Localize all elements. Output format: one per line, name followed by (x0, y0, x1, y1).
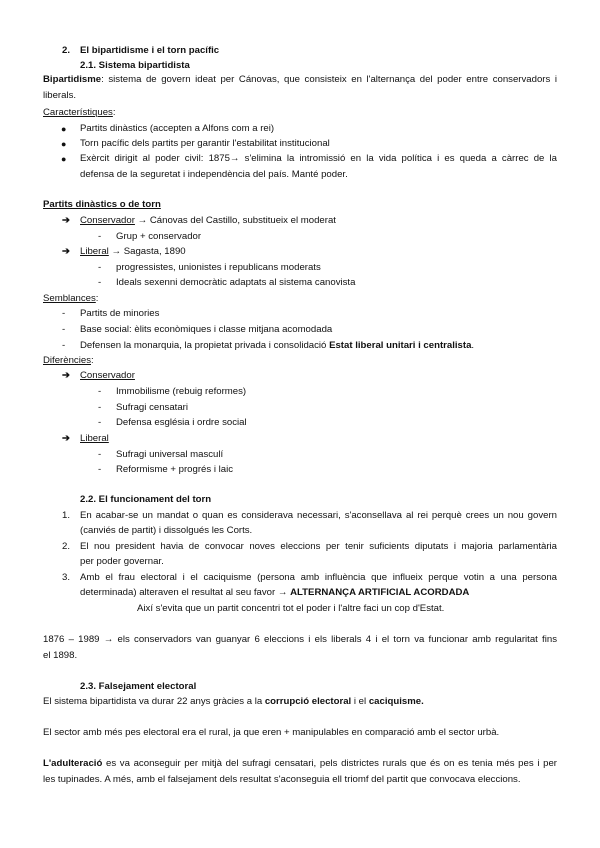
subsection-title: 2.2. El funcionament del torn (80, 494, 212, 505)
bipartidisme-definition-cont: liberals. (43, 90, 77, 101)
list-item: Defensen la monarquia, la propietat privada i consolidació Estat liberal unitari i centralista. (80, 340, 475, 351)
diferencies-liberal: Liberal (80, 433, 109, 444)
subsection-title: 2.1. Sistema bipartidista (80, 60, 190, 71)
dash-icon: - (98, 262, 102, 273)
sub-list-item: Defensa església i ordre social (116, 417, 247, 428)
list-number: 3. (62, 572, 71, 583)
arrow-right-icon: ➔ (62, 433, 71, 444)
term-adulteracio: L'adulteració (43, 758, 103, 769)
numbered-item-cont: per poder governar. (80, 556, 164, 567)
liberal-line: Liberal → Sagasta, 1890 (80, 246, 186, 257)
dash-icon: - (98, 231, 102, 242)
dash-icon: - (62, 340, 66, 351)
numbered-item: En acabar-se un mandat o quan es considerava necessari, s'aconsellava al rei perquè crees un nou govern (80, 510, 557, 521)
caracteristiques-heading: Característiques: (43, 107, 116, 118)
dash-icon: - (98, 464, 102, 475)
paragraph: L'adulteració es va aconseguir per mitjà del sufragi censatari, pels districtes rurals que és on es tenia més pes i per (43, 758, 557, 769)
paragraph: El sector amb més pes electoral era el rural, ja que eren + manipulables en comparació amb el sector urbà. (43, 727, 500, 738)
numbered-item: Amb el frau electoral i el caciquisme (persona amb influència que influeix perque votin a una persona (80, 572, 557, 583)
section-title: El bipartidisme i el torn pacífic (80, 45, 220, 56)
list-item: Torn pacífic dels partits per garantir l'estabilitat institucional (80, 138, 330, 149)
numbered-item-cont: (canviés de partit) i dissolgués les Corts. (80, 525, 253, 536)
diferencies-heading: Diferències: (43, 355, 94, 366)
numbered-item-cont: determinada) alteraven el resultat al seu favor → ALTERNANÇA ARTIFICIAL ACORDADA (80, 587, 470, 598)
section-number: 2. (62, 45, 71, 56)
list-item: Partits dinàstics (accepten a Alfons com a rei) (80, 123, 275, 134)
sub-list-item: progressistes, unionistes i republicans moderats (116, 262, 321, 273)
dash-icon: - (62, 324, 66, 335)
sub-list-item: Reformisme + progrés i laic (116, 464, 234, 475)
list-number: 2. (62, 541, 71, 552)
list-item: Partits de minories (80, 308, 160, 319)
bullet-icon: ● (61, 124, 67, 134)
sub-list-item: Sufragi censatari (116, 402, 188, 413)
bullet-icon: ● (61, 154, 67, 164)
arrow-right-icon: ➔ (62, 370, 71, 381)
dash-icon: - (98, 449, 102, 460)
paragraph: 1876 – 1989 → els conservadors van guanyar 6 eleccions i els liberals 4 i el torn va funcionar amb regularitat fins (43, 634, 557, 645)
dash-icon: - (98, 277, 102, 288)
conservador-line: Conservador → Cánovas del Castillo, substitueix el moderat (80, 215, 336, 226)
bipartidisme-definition: Bipartidisme: sistema de govern ideat per Cánovas, que consisteix en l'alternança del poder entre conservadors i (43, 74, 557, 85)
list-item: Base social: èlits econòmiques i classe mitjana acomodada (80, 324, 333, 335)
dash-icon: - (98, 386, 102, 397)
dash-icon: - (98, 402, 102, 413)
list-item: Exèrcit dirigit al poder civil: 1875→ s'elimina la intromissió en la vida política i es queda a càrrec de la (80, 153, 557, 164)
list-number: 1. (62, 510, 71, 521)
paragraph: El sistema bipartidista va durar 22 anys gràcies a la corrupció electoral i el caciquisme. (43, 696, 424, 707)
paragraph-cont: el 1898. (43, 650, 78, 661)
numbered-item: El nou president havia de convocar noves eleccions per tenir suficients diputats i majoria parlamentària (80, 541, 557, 552)
list-item-cont: defensa de la seguretat i independència del país. Manté poder. (80, 169, 348, 180)
bullet-icon: ● (61, 139, 67, 149)
dash-icon: - (98, 417, 102, 428)
sub-list-item: Grup + conservador (116, 231, 202, 242)
sub-list-item: Immobilisme (rebuig reformes) (116, 386, 247, 397)
sub-list-item: Sufragi universal masculí (116, 449, 224, 460)
diferencies-conservador: Conservador (80, 370, 135, 381)
numbered-item-note: Així s'evita que un partit concentri tot el poder i l'altre faci un cop d'Estat. (137, 603, 445, 614)
semblances-heading: Semblances: (43, 293, 99, 304)
paragraph-cont: les tupinades. A més, amb el falsejament dels resultat s'aconseguia ell triomf del partit que convocava eleccions. (43, 774, 521, 785)
subsection-title: 2.3. Falsejament electoral (80, 681, 197, 692)
sub-list-item: Ideals sexenni democràtic adaptats al sistema canovista (116, 277, 356, 288)
partits-heading: Partits dinàstics o de torn (43, 199, 161, 210)
arrow-right-icon: ➔ (62, 246, 71, 257)
arrow-right-icon: ➔ (62, 215, 71, 226)
term-bipartidisme: Bipartidisme (43, 74, 102, 85)
dash-icon: - (62, 308, 66, 319)
